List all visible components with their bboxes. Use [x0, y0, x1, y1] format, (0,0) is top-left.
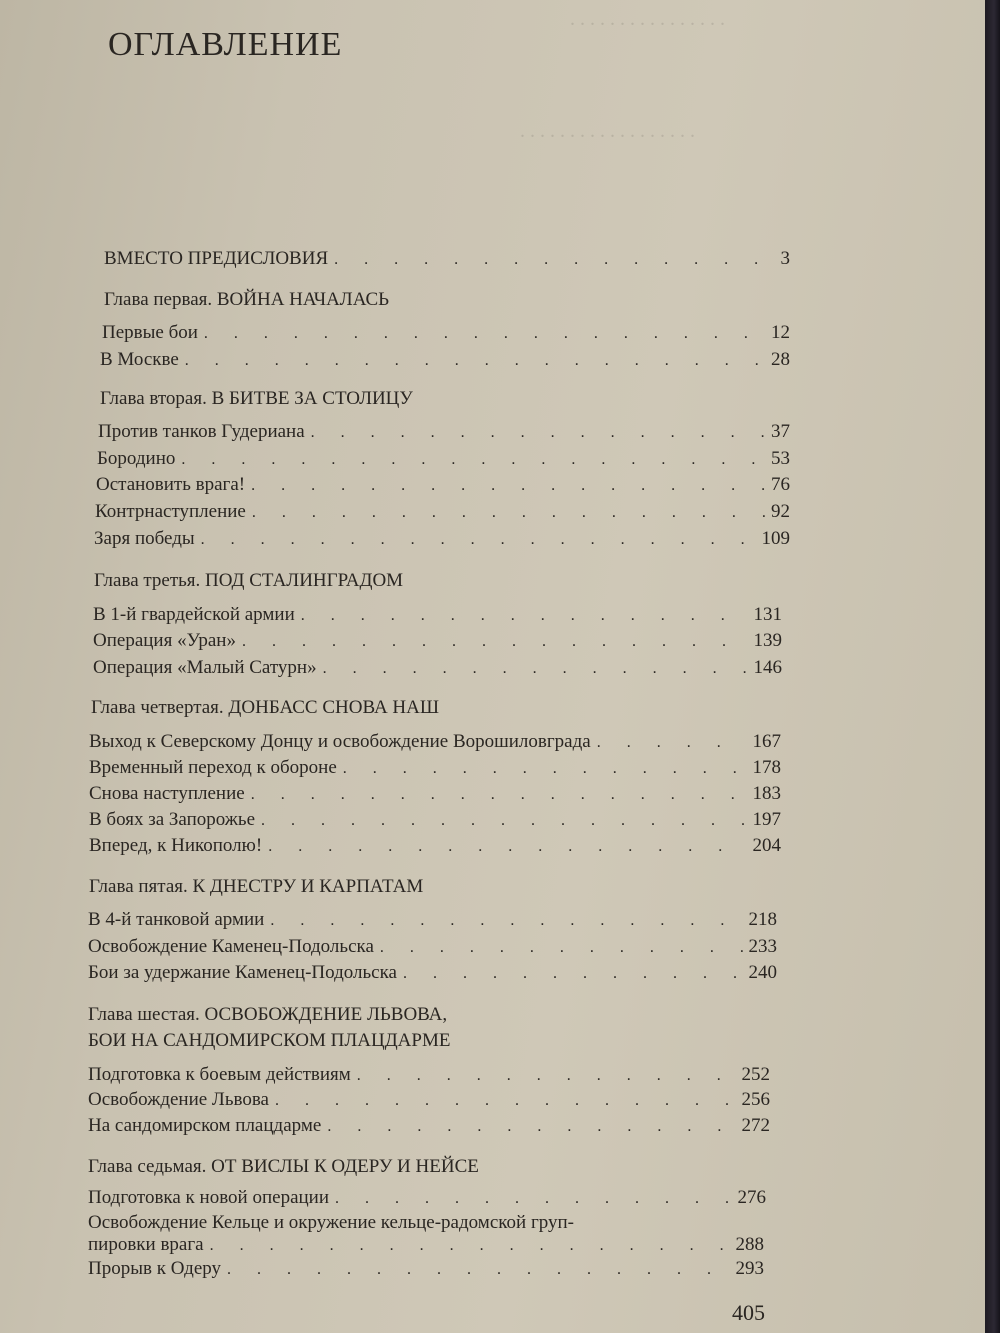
- leader-dots: [252, 502, 765, 524]
- toc-entry-page: 272: [741, 1115, 770, 1136]
- toc-entry[interactable]: [88, 1187, 766, 1210]
- toc-entry[interactable]: [88, 1258, 764, 1281]
- toc-entry-label: Операция «Малый Сатурн»: [93, 657, 317, 678]
- toc-entry-label: Вперед, к Никополю!: [89, 835, 263, 856]
- toc-entry[interactable]: [95, 501, 790, 524]
- toc-entry[interactable]: [89, 835, 781, 858]
- toc-entry-page: 218: [748, 909, 777, 930]
- toc-entry-label: Снова наступление: [89, 783, 245, 804]
- chapter-heading: Глава пятая. К ДНЕСТРУ И КАРПАТАМ: [89, 876, 424, 897]
- toc-entry[interactable]: [89, 783, 781, 806]
- leader-dots: [334, 249, 774, 271]
- toc-entry-page: 252: [741, 1064, 770, 1085]
- toc-entry[interactable]: [88, 1115, 770, 1138]
- leader-dots: [343, 758, 747, 780]
- toc-entry[interactable]: [88, 1064, 770, 1087]
- toc-entry[interactable]: [88, 1089, 770, 1112]
- chapter-heading: Глава шестая. ОСВОБОЖДЕНИЕ ЛЬВОВА,: [88, 1004, 448, 1025]
- toc-entry-page: 139: [753, 630, 782, 651]
- toc-entry[interactable]: [89, 731, 781, 754]
- toc-entry-preface[interactable]: [104, 248, 790, 271]
- toc-entry-page: 12: [771, 322, 790, 343]
- toc-entry-page: 256: [741, 1089, 770, 1110]
- toc-entry-page: 178: [752, 757, 781, 778]
- toc-entry-label-continued: пировки врага: [88, 1234, 204, 1255]
- toc-entry-page: 197: [752, 809, 781, 830]
- leader-dots: [185, 350, 765, 372]
- leader-dots: [261, 810, 746, 832]
- bleed-through-text: . . . . . . . . . . . . . . . .: [570, 8, 725, 30]
- leader-dots: [327, 1116, 735, 1138]
- toc-entry[interactable]: [97, 448, 790, 471]
- chapter-heading-continued: БОИ НА САНДОМИРСКОМ ПЛАЦДАРМЕ: [88, 1030, 451, 1051]
- toc-entry-label: Первые бои: [102, 322, 198, 343]
- chapter-heading: Глава четвертая. ДОНБАСС СНОВА НАШ: [91, 697, 440, 718]
- toc-entry-label: Освобождение Львова: [88, 1089, 269, 1110]
- leader-dots: [242, 631, 748, 653]
- toc-entry-page: 28: [771, 349, 790, 370]
- toc-entry-label: Заря победы: [94, 528, 195, 549]
- page-number: 405: [732, 1300, 765, 1325]
- toc-entry[interactable]: [89, 809, 781, 832]
- leader-dots: [323, 658, 748, 680]
- leader-dots: [311, 422, 765, 444]
- toc-entry-label: На сандомирском плацдарме: [88, 1115, 322, 1136]
- leader-dots: [227, 1259, 729, 1281]
- toc-entry-page: 3: [780, 248, 790, 269]
- toc-entry-page: 233: [748, 936, 777, 957]
- toc-entry-page: 92: [771, 501, 790, 522]
- toc-entry-page: 109: [761, 528, 790, 549]
- leader-dots: [380, 937, 743, 959]
- leader-dots: [403, 963, 743, 985]
- toc-entry-label: Бои за удержание Каменец-Подольска: [88, 962, 397, 983]
- toc-entry-page: 293: [735, 1258, 764, 1279]
- chapter-heading: Глава первая. ВОЙНА НАЧАЛАСЬ: [104, 289, 390, 310]
- toc-entry-page: 37: [771, 421, 790, 442]
- toc-entry-page: 183: [752, 783, 781, 804]
- leader-dots: [204, 323, 765, 345]
- toc-entry-label: Против танков Гудериана: [98, 421, 305, 442]
- toc-entry-label: Контрнаступление: [95, 501, 246, 522]
- toc-entry[interactable]: [88, 1234, 764, 1257]
- toc-title: ОГЛАВЛЕНИЕ: [108, 26, 343, 63]
- bleed-through-text: . . . . . . . . . . . . . . . . . .: [520, 120, 695, 142]
- toc-entry-label-wrapped[interactable]: Освобождение Кельце и окружение кельце-радомской груп-: [88, 1212, 574, 1233]
- leader-dots: [301, 605, 748, 627]
- toc-entry-label: Операция «Уран»: [93, 630, 236, 651]
- toc-entry-label: В 4-й танковой армии: [88, 909, 265, 930]
- toc-entry-page: 146: [753, 657, 782, 678]
- toc-entry-page: 53: [771, 448, 790, 469]
- leader-dots: [270, 910, 742, 932]
- toc-entry-page: 276: [737, 1187, 766, 1208]
- toc-entry-label: Подготовка к новой операции: [88, 1187, 330, 1208]
- toc-entry[interactable]: [100, 349, 790, 372]
- toc-entry[interactable]: [88, 962, 777, 985]
- leader-dots: [251, 784, 747, 806]
- toc-entry-label: Выход к Северскому Донцу и освобождение Ворошиловграда: [89, 731, 591, 752]
- chapter-heading: Глава вторая. В БИТВЕ ЗА СТОЛИЦУ: [100, 388, 413, 409]
- leader-dots: [251, 475, 765, 497]
- chapter-heading: Глава третья. ПОД СТАЛИНГРАДОМ: [94, 570, 404, 591]
- toc-entry[interactable]: [96, 474, 790, 497]
- leader-dots: [357, 1065, 736, 1087]
- toc-entry-label: Временный переход к обороне: [89, 757, 337, 778]
- leader-dots: [597, 732, 747, 754]
- toc-entry[interactable]: [94, 528, 790, 551]
- leader-dots: [335, 1188, 731, 1210]
- chapter-heading: Глава седьмая. ОТ ВИСЛЫ К ОДЕРУ И НЕЙСЕ: [88, 1156, 479, 1177]
- toc-entry-label: ВМЕСТО ПРЕДИСЛОВИЯ: [104, 248, 329, 269]
- toc-entry-page: 131: [753, 604, 782, 625]
- toc-entry[interactable]: [93, 630, 782, 653]
- toc-entry-page: 204: [752, 835, 781, 856]
- toc-entry-label: Освобождение Каменец-Подольска: [88, 936, 374, 957]
- toc-entry[interactable]: [102, 322, 790, 345]
- toc-entry-label: Остановить врага!: [96, 474, 246, 495]
- toc-entry-label: В 1-й гвардейской армии: [93, 604, 295, 625]
- toc-entry[interactable]: [93, 604, 782, 627]
- toc-entry[interactable]: [93, 657, 782, 680]
- toc-entry[interactable]: [89, 757, 781, 780]
- toc-entry-page: 288: [735, 1234, 764, 1255]
- toc-entry-page: 167: [752, 731, 781, 752]
- toc-entry-label: В Москве: [100, 349, 179, 370]
- toc-entry[interactable]: [98, 421, 790, 444]
- toc-entry[interactable]: [88, 936, 777, 959]
- book-spine: [985, 0, 1000, 1333]
- leader-dots: [210, 1235, 730, 1257]
- toc-entry-page: 240: [748, 962, 777, 983]
- toc-entry-label: Бородино: [97, 448, 176, 469]
- toc-entry-label: Подготовка к боевым действиям: [88, 1064, 351, 1085]
- leader-dots: [181, 449, 765, 471]
- leader-dots: [201, 529, 756, 551]
- toc-entry-label: В боях за Запорожье: [89, 809, 256, 830]
- leader-dots: [275, 1090, 736, 1112]
- toc-entry-page: 76: [771, 474, 790, 495]
- toc-entry[interactable]: [88, 909, 777, 932]
- leader-dots: [268, 836, 746, 858]
- toc-entry-label: Прорыв к Одеру: [88, 1258, 222, 1279]
